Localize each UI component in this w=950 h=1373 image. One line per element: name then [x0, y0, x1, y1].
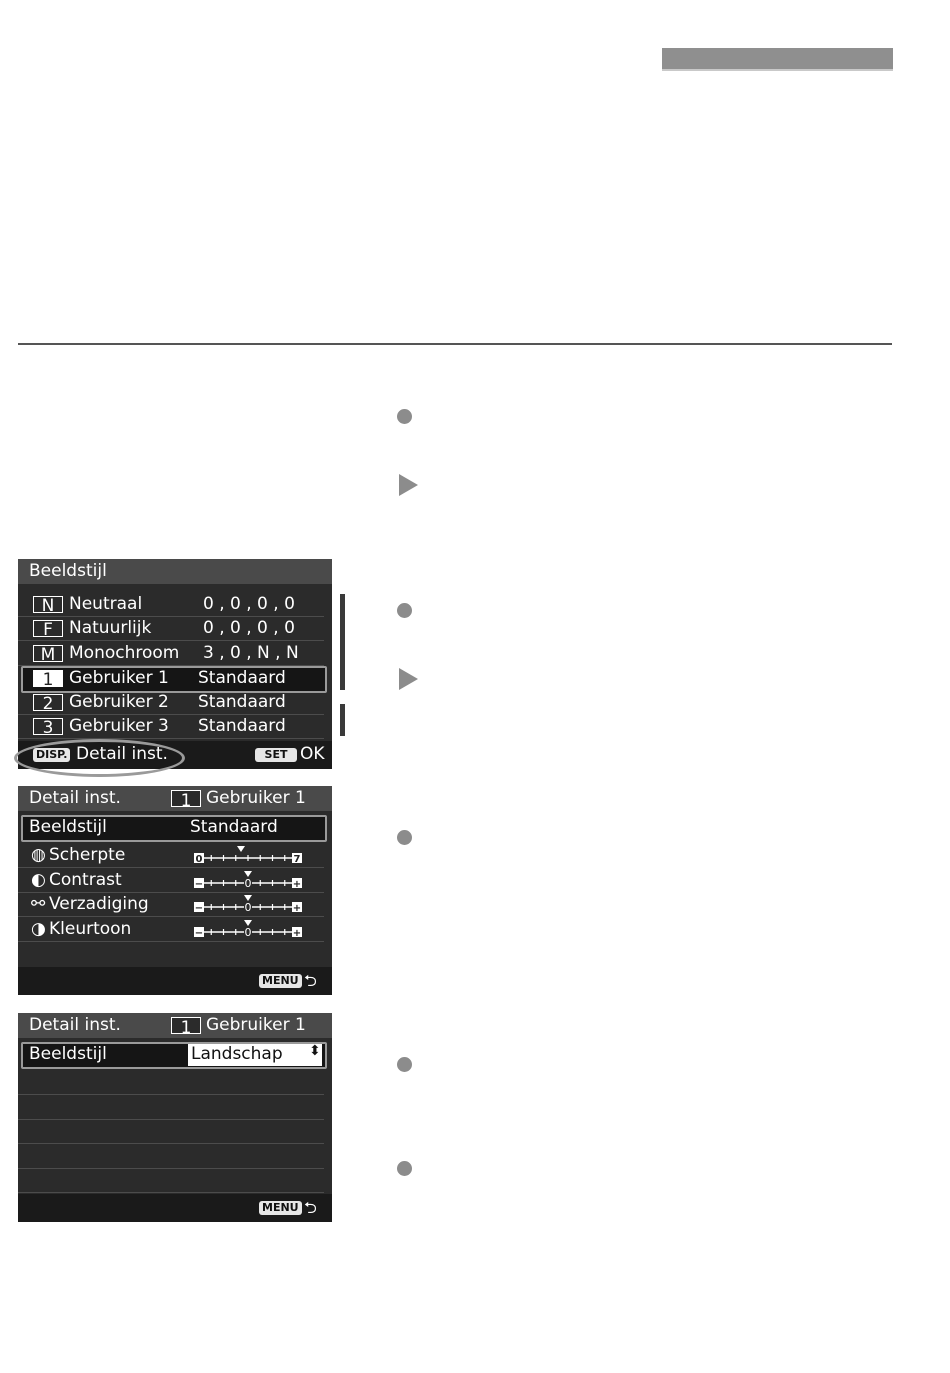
style-value: 0 , 0 , 0 , 0: [203, 618, 295, 638]
style-name: Natuurlijk: [69, 618, 152, 638]
scale-min-label: −: [194, 928, 204, 938]
bullet-dot: [397, 603, 412, 618]
scale-min-label: −: [194, 903, 204, 913]
scale-max-label: +: [292, 928, 302, 938]
back-arrow-icon[interactable]: ⮌: [304, 971, 317, 990]
empty-row: [18, 1071, 324, 1095]
menu-button-icon[interactable]: MENU: [259, 1201, 302, 1215]
picture-style-icon: 1: [171, 790, 201, 807]
picture-style-icon: F: [33, 620, 63, 637]
detail-settings-screen-landscape: [18, 1013, 332, 1221]
scale-min-label: −: [194, 879, 204, 889]
bullet-dot: [397, 1057, 412, 1072]
param-row-verzadiging[interactable]: [18, 893, 324, 917]
style-name: Gebruiker 2: [69, 692, 169, 712]
style-row-gebruiker-1[interactable]: [21, 666, 327, 693]
base-style-label: Beeldstijl: [29, 1044, 107, 1064]
style-row-gebruiker-3[interactable]: [18, 715, 324, 739]
param-name: Contrast: [49, 870, 122, 890]
base-style-value: Standaard: [190, 817, 278, 837]
picture-style-screen: [18, 559, 332, 767]
disp-button-icon[interactable]: DISP.: [33, 748, 70, 762]
button-bar: [18, 967, 332, 995]
detail-inst-label[interactable]: Detail inst.: [76, 744, 168, 764]
screen-title-bar: [18, 786, 332, 811]
empty-row: [18, 1096, 324, 1120]
param-row-scherpte[interactable]: [18, 844, 324, 868]
level-marker: [237, 846, 245, 852]
style-value: 0 , 0 , 0 , 0: [203, 594, 295, 614]
result-arrow-icon: [399, 474, 418, 496]
ok-label[interactable]: OK: [300, 744, 325, 764]
screen-title: Detail inst.: [29, 1015, 121, 1035]
base-style-dropdown-value[interactable]: Landschap: [191, 1044, 283, 1064]
menu-button-icon[interactable]: MENU: [259, 974, 302, 988]
style-value: Standaard: [198, 692, 286, 712]
saturation-icon: ⚯: [31, 894, 46, 914]
scale-center-label: 0: [244, 877, 252, 889]
base-style-row[interactable]: [21, 1042, 327, 1069]
bullet-dot: [397, 1161, 412, 1176]
picture-style-icon: N: [33, 596, 63, 613]
picture-style-icon: 1: [171, 1017, 201, 1034]
set-button-icon[interactable]: SET: [255, 748, 297, 762]
picture-style-icon: 3: [33, 718, 63, 735]
style-row-monochroom[interactable]: [18, 642, 324, 666]
saturation-scale[interactable]: [193, 895, 303, 913]
bullet-dot: [397, 409, 412, 424]
scale-min-label: 0: [195, 854, 203, 864]
scale-center-label: 0: [244, 926, 252, 938]
back-arrow-icon[interactable]: ⮌: [304, 1198, 317, 1217]
param-name: Kleurtoon: [49, 919, 132, 939]
param-row-contrast[interactable]: [18, 869, 324, 893]
button-bar: [18, 1194, 332, 1222]
empty-row: [18, 1145, 324, 1169]
style-value: Standaard: [198, 668, 286, 688]
scale-max-label: 7: [293, 854, 301, 864]
style-name: Gebruiker 3: [69, 716, 169, 736]
screen-title-bar: [18, 1013, 332, 1038]
up-down-arrows-icon[interactable]: ⬍: [309, 1043, 321, 1059]
color-tone-scale[interactable]: [193, 920, 303, 938]
highlight-circle: [14, 739, 185, 777]
section-tab: [662, 48, 893, 71]
contrast-icon: ◐: [31, 870, 46, 890]
picture-style-icon: 2: [33, 694, 63, 711]
picture-style-icon: 1: [33, 670, 63, 687]
sharpness-scale[interactable]: [193, 846, 303, 864]
picture-style-icon: M: [33, 645, 63, 662]
style-row-gebruiker-2[interactable]: [18, 691, 324, 715]
style-value: 3 , 0 , N , N: [203, 643, 299, 663]
screen-title: Detail inst.: [29, 788, 121, 808]
empty-row: [18, 1120, 324, 1144]
detail-settings-screen: [18, 786, 332, 994]
style-name: Gebruiker 1: [206, 788, 306, 808]
sharpness-icon: ◍: [31, 845, 46, 865]
style-row-neutraal[interactable]: [18, 593, 324, 617]
style-value: Standaard: [198, 716, 286, 736]
color-tone-icon: ◑: [31, 919, 46, 939]
horizontal-rule: [18, 343, 892, 345]
scrollbar-thumb[interactable]: [340, 690, 345, 704]
param-name: Scherpte: [49, 845, 126, 865]
base-style-label: Beeldstijl: [29, 817, 107, 837]
style-name: Neutraal: [69, 594, 143, 614]
scale-max-label: +: [292, 903, 302, 913]
contrast-scale[interactable]: [193, 871, 303, 889]
style-name: Gebruiker 1: [206, 1015, 306, 1035]
param-name: Verzadiging: [49, 894, 149, 914]
screen-title-bar: [18, 559, 332, 584]
style-name: Monochroom: [69, 643, 180, 663]
param-row-kleurtoon[interactable]: [18, 918, 324, 942]
base-style-row[interactable]: [21, 815, 327, 842]
scale-center-label: 0: [244, 901, 252, 913]
style-name: Gebruiker 1: [69, 668, 169, 688]
scrollbar[interactable]: [340, 594, 345, 736]
style-row-natuurlijk[interactable]: [18, 617, 324, 641]
bullet-dot: [397, 830, 412, 845]
result-arrow-icon: [399, 668, 418, 690]
scale-max-label: +: [292, 879, 302, 889]
empty-row: [18, 1169, 324, 1193]
screen-title: Beeldstijl: [29, 561, 107, 581]
